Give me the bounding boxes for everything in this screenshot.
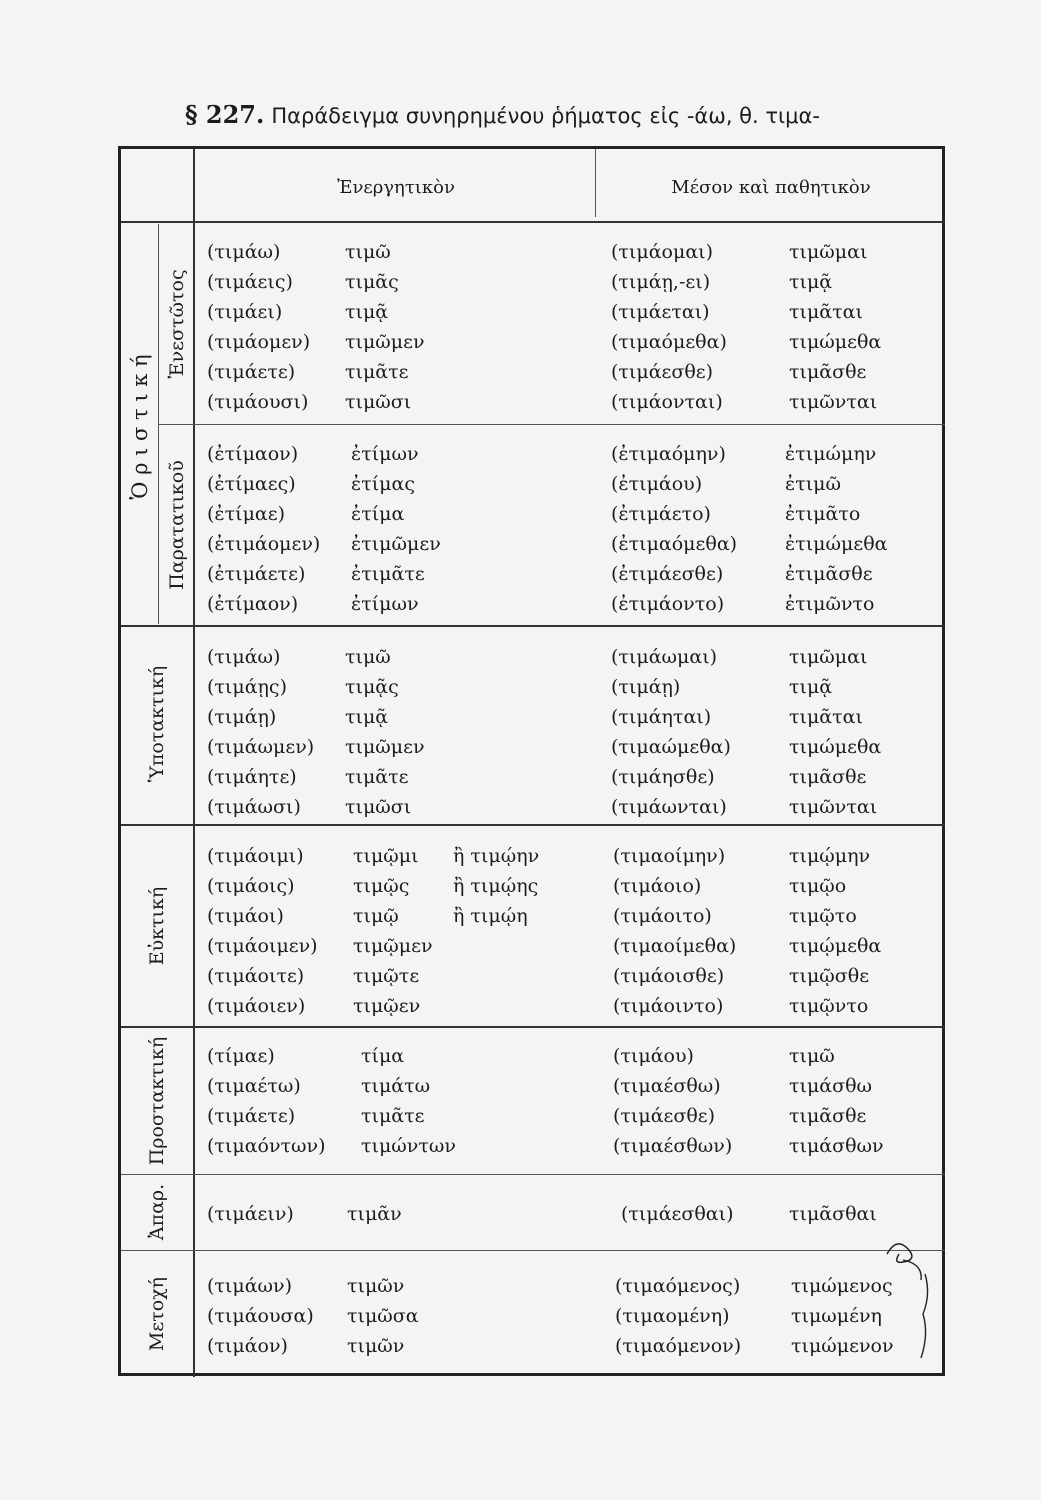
ypotaktiki-middle-uncontracted: (τιμάωμαι) (τιμάῃ) (τιμάηται) (τιμαώμεθα) (τιμάησθε) (τιμάωνται) (611, 646, 731, 818)
enestos-middle-contracted: τιμῶμαι τιμᾷ τιμᾶται τιμώμεθα τιμᾶσθε τιμῶνται (789, 241, 882, 413)
euktiki-middle-uncontracted: (τιμαοίμην) (τιμάοιο) (τιμάοιτο) (τιμαοίμεθα) (τιμάοισθε) (τιμάοιντο) (613, 845, 737, 1017)
aparemfato-middle-uncontracted: (τιμάεσθαι) (621, 1203, 734, 1225)
aparemfato-middle-contracted: τιμᾶσθαι (789, 1203, 877, 1225)
section-number: § 227. (185, 100, 265, 129)
paratatikos-active-contracted: ἐτίμων ἐτίμας ἐτίμα ἐτιμῶμεν ἐτιμᾶτε ἐτίμων (351, 443, 441, 615)
ypotaktiki-active-contracted: τιμῶ τιμᾷς τιμᾷ τιμῶμεν τιμᾶτε τιμῶσι (345, 646, 425, 818)
euktiki-active-contracted: τιμῷμι τιμῷς τιμῷ τιμῷμεν τιμῷτε τιμῷεν (353, 845, 433, 1017)
label-prostaktiki: Προστακτική (146, 1036, 168, 1166)
ypotaktiki-active-uncontracted: (τιμάω) (τιμάῃς) (τιμάῃ) (τιμάωμεν) (τιμάητε) (τιμάωσι) (207, 646, 315, 818)
metochi-middle-uncontracted: (τιμαόμενος) (τιμαομένη) (τιμαόμενον) (615, 1275, 742, 1357)
prostaktiki-middle-uncontracted: (τιμάου) (τιμαέσθω) (τιμάεσθε) (τιμαέσθων) (613, 1045, 733, 1157)
enestos-active-uncontracted: (τιμάω) (τιμάεις) (τιμάει) (τιμάομεν) (τιμάετε) (τιμάουσι) (207, 241, 311, 413)
section-heading (185, 100, 945, 140)
ypotaktiki-middle-contracted: τιμῶμαι τιμᾷ τιμᾶται τιμώμεθα τιμᾶσθε τιμῶνται (789, 646, 882, 818)
conjugation-table (118, 146, 945, 1376)
label-aparemfato: Ἀπαρ. (146, 1183, 168, 1241)
aparemfato-active-uncontracted: (τιμάειν) (207, 1203, 294, 1225)
label-enestos: Ἐνεστῶτος (166, 269, 188, 379)
aparemfato-active-contracted: τιμᾶν (347, 1203, 402, 1225)
prostaktiki-active-contracted: τίμα τιμάτω τιμᾶτε τιμώντων (361, 1045, 456, 1157)
prostaktiki-middle-contracted: τιμῶ τιμάσθω τιμᾶσθε τιμάσθων (789, 1045, 884, 1157)
section-title: Παράδειγμα συνηρημένου ῥήματος εἰς -άω, θ. τιμα- (271, 104, 820, 128)
euktiki-middle-contracted: τιμῴμην τιμῷο τιμῷτο τιμῴμεθα τιμῷσθε τιμῷντο (789, 845, 882, 1017)
label-oristiki: Ὁ ρ ι σ τ ι κ ή (128, 354, 152, 500)
euktiki-active-alternative: ἢ τιμῴην ἢ τιμῴης ἢ τιμῴη (453, 845, 540, 927)
column-header-middle-passive: Μέσον καὶ παθητικὸν (671, 177, 871, 198)
metochi-active-contracted: τιμῶν τιμῶσα τιμῶν (347, 1275, 419, 1357)
handwritten-bracket-mark (873, 1234, 943, 1364)
paratatikos-middle-contracted: ἐτιμώμην ἐτιμῶ ἐτιμᾶτο ἐτιμώμεθα ἐτιμᾶσθε ἐτιμῶντο (785, 443, 888, 615)
paratatikos-middle-uncontracted: (ἐτιμαόμην) (ἐτιμάου) (ἐτιμάετο) (ἐτιμαόμεθα) (ἐτιμάεσθε) (ἐτιμάοντο) (611, 443, 738, 615)
label-paratatikos: Παρατατικοῦ (166, 460, 188, 590)
column-header-active: Ἐνεργητικὸν (337, 177, 455, 198)
enestos-active-contracted: τιμῶ τιμᾶς τιμᾷ τιμῶμεν τιμᾶτε τιμῶσι (345, 241, 425, 413)
label-ypotaktiki: Ὑποτακτική (146, 665, 168, 783)
metochi-middle-contracted: τιμώμενος τιμωμένη τιμώμενον (791, 1275, 894, 1357)
metochi-active-uncontracted: (τιμάων) (τιμάουσα) (τιμάον) (207, 1275, 314, 1357)
euktiki-active-uncontracted: (τιμάοιμι) (τιμάοις) (τιμάοι) (τιμάοιμεν) (τιμάοιτε) (τιμάοιεν) (207, 845, 318, 1017)
enestos-middle-uncontracted: (τιμάομαι) (τιμάῃ,-ει) (τιμάεται) (τιμαόμεθα) (τιμάεσθε) (τιμάονται) (611, 241, 727, 413)
prostaktiki-active-uncontracted: (τίμαε) (τιμαέτω) (τιμάετε) (τιμαόντων) (207, 1045, 326, 1157)
label-euktiki: Εὐκτική (146, 886, 168, 966)
label-metochi: Μετοχή (146, 1276, 168, 1352)
paratatikos-active-uncontracted: (ἐτίμαον) (ἐτίμαες) (ἐτίμαε) (ἐτιμάομεν) (ἐτιμάετε) (ἐτίμαον) (207, 443, 321, 615)
